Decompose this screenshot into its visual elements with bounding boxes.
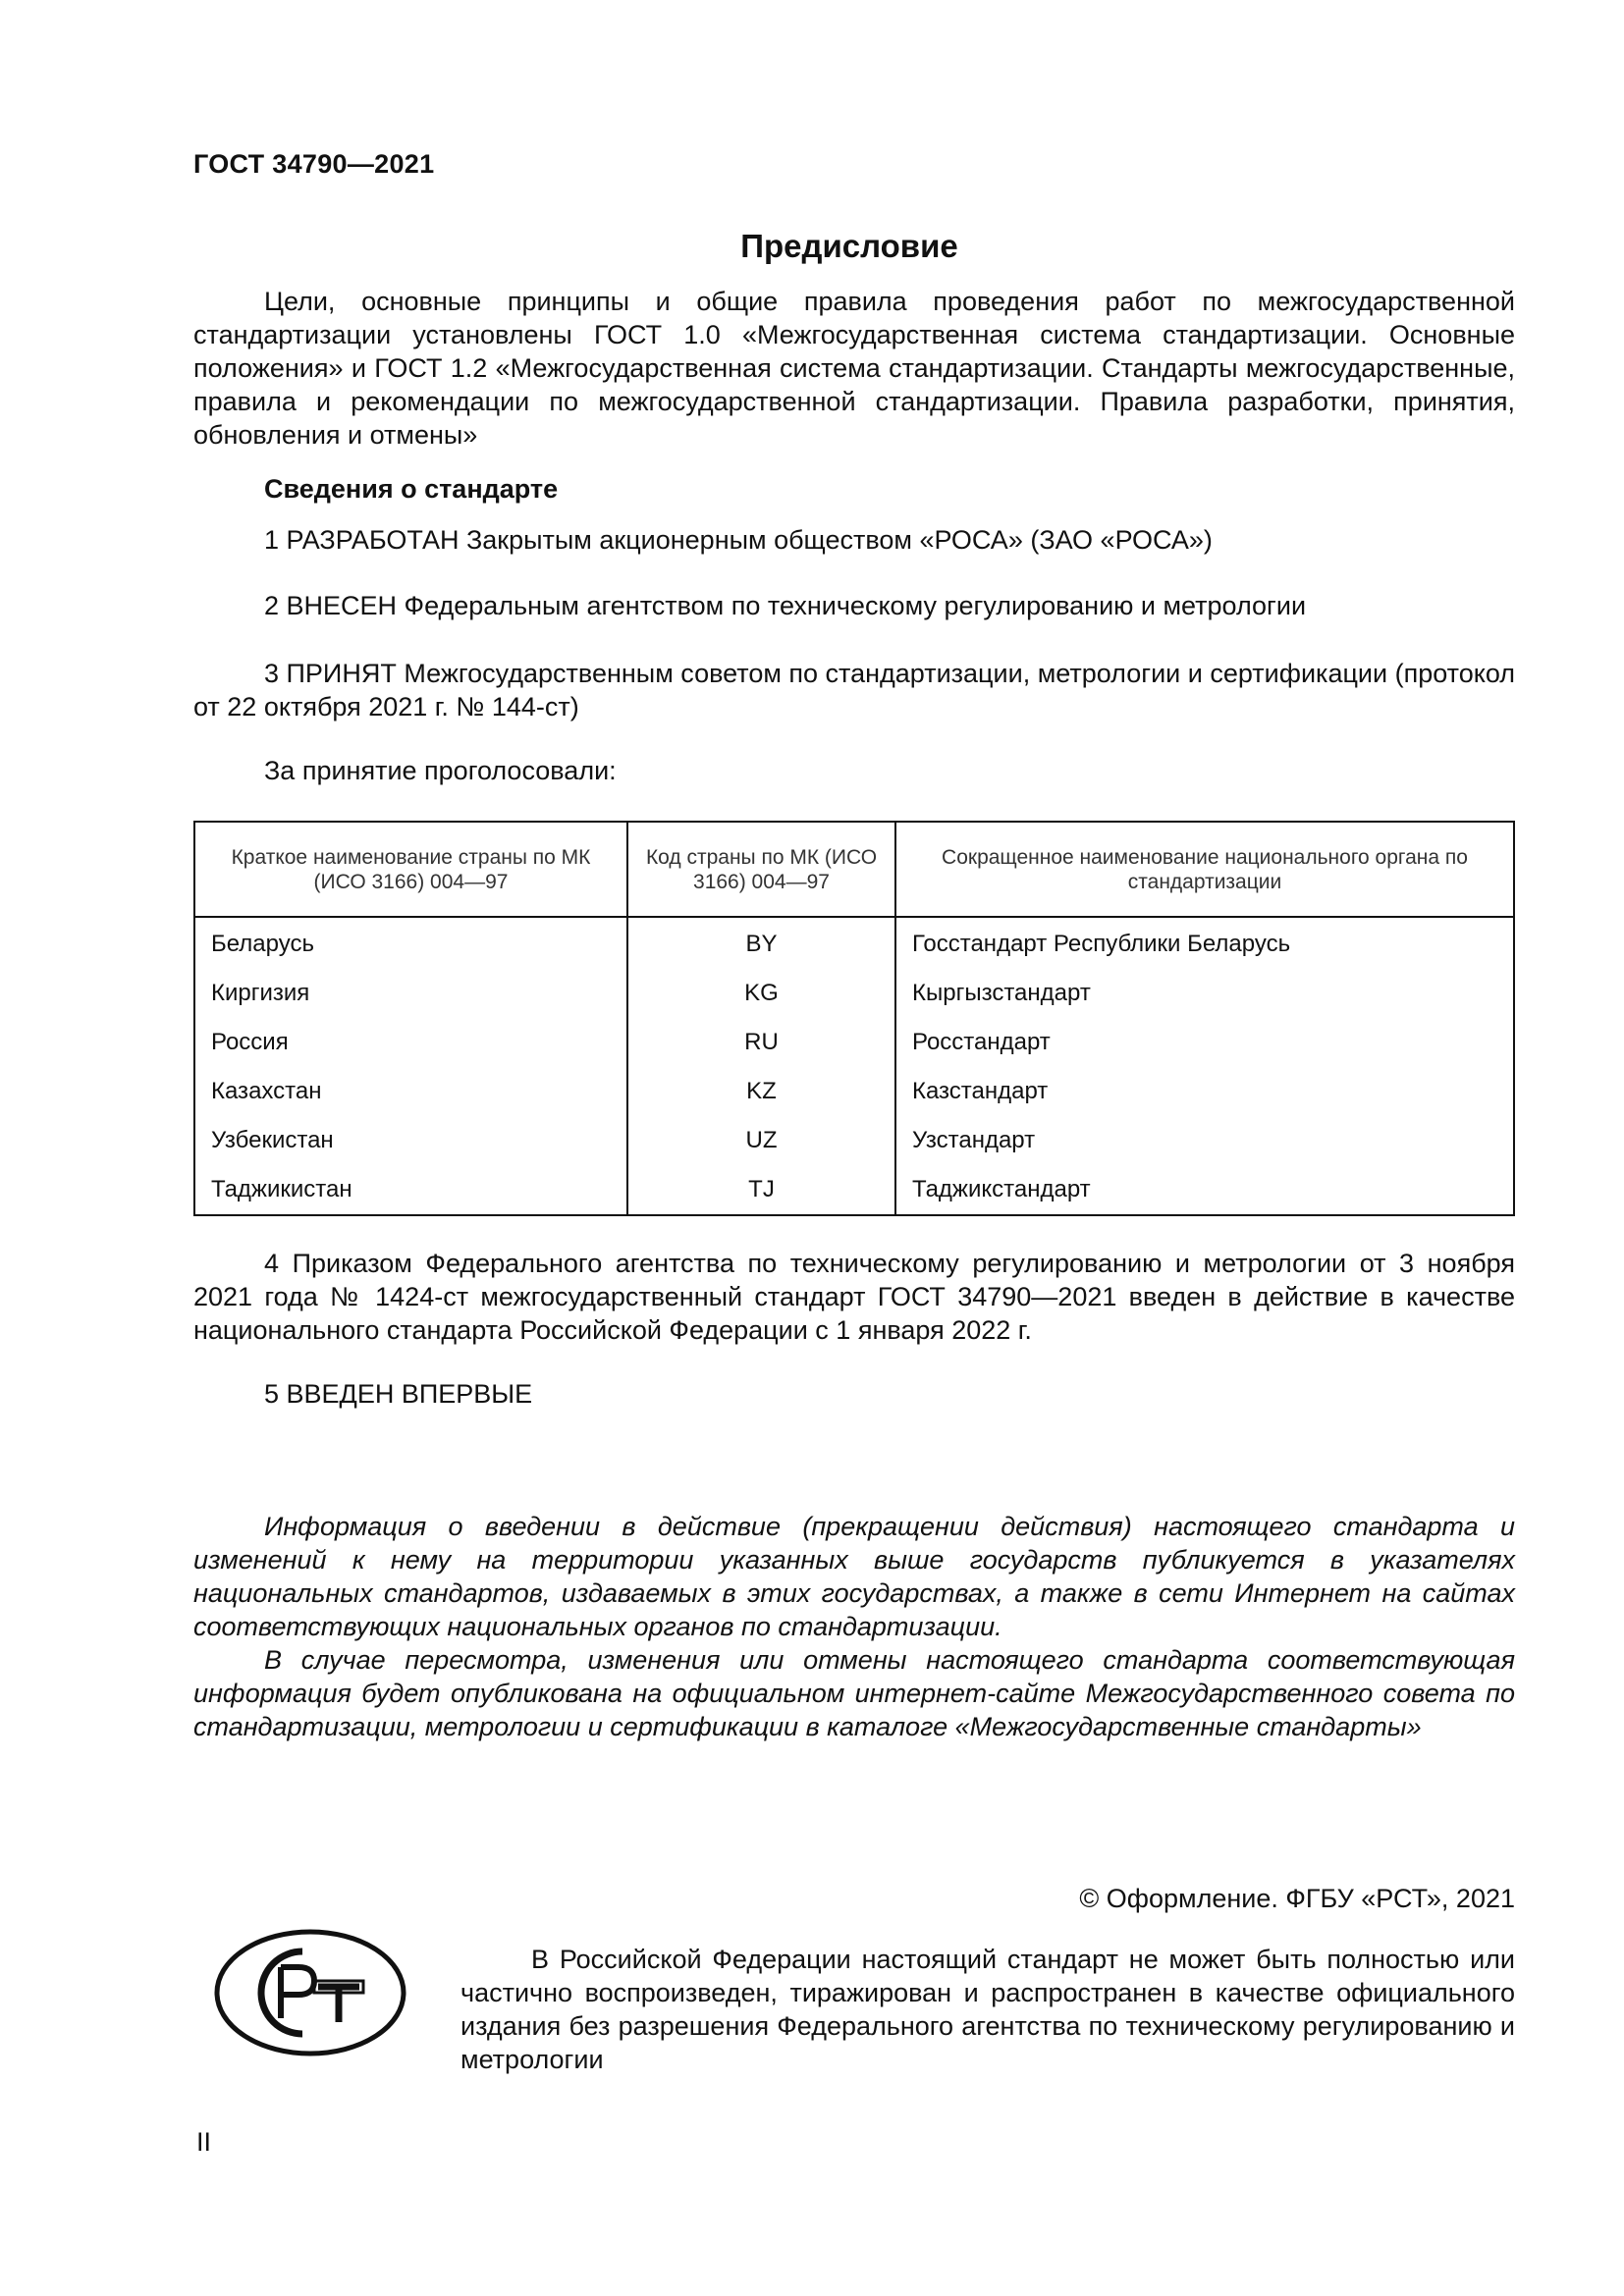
header-body: Сокращенное наименование национального органа по стандартизации — [895, 822, 1514, 917]
item-3: 3 ПРИНЯТ Межгосударственным советом по стандартизации, метрологии и сертификации (протокол от 22 октября 2021 г. № 144-ст) — [193, 659, 1516, 721]
item-2: 2 ВНЕСЕН Федеральным агентством по техническому регулированию и метрологии — [264, 591, 1307, 620]
table-header-row — [194, 822, 1514, 917]
voted-label: За принятие проголосовали: — [264, 756, 617, 785]
header-country: Краткое наименование страны по МК (ИСО 3166) 004—97 — [194, 822, 627, 917]
info-heading: Сведения о стандарте — [264, 474, 559, 504]
country-cell: Узбекистан — [194, 1116, 627, 1165]
document-id: ГОСТ 34790—2021 — [193, 149, 435, 179]
country-cell: Беларусь — [194, 917, 627, 969]
notice-revision: В случае пересмотра, изменения или отмены настоящего стандарта соответствующая информация будет опубликована на официальном интернет-сайте Межгосударственного совета по стандартизации, метрологии и сертификации в каталоге «Межгосударственные стандарты» — [193, 1645, 1515, 1741]
rst-logo — [212, 1924, 408, 2061]
code-cell: KZ — [627, 1067, 895, 1116]
country-cell: Казахстан — [194, 1067, 627, 1116]
item-4: 4 Приказом Федерального агентства по техническому регулированию и метрологии от 3 ноября 2021 года № 1424-ст межгосударственный стандарт ГОСТ 34790—2021 введен в действие в качестве национального стандарта Российской Федерации с 1 января 2022 г. — [193, 1249, 1515, 1345]
table-row — [194, 1116, 1514, 1165]
code-cell: UZ — [627, 1116, 895, 1165]
item-5: 5 ВВЕДЕН ВПЕРВЫЕ — [264, 1379, 533, 1409]
code-cell: KG — [627, 969, 895, 1018]
body-cell: Госстандарт Республики Беларусь — [895, 917, 1514, 969]
body-cell: Таджикстандарт — [895, 1165, 1514, 1215]
table-row — [194, 917, 1514, 969]
intro-paragraph: Цели, основные принципы и общие правила проведения работ по межгосударственной стандартизации установлены ГОСТ 1.0 «Межгосударственная система стандартизации. Основные положения» и ГОСТ 1.2 «Межгосударственная система стандартизации. Стандарты межгосударственные, правила и рекомендации по межгосударственной стандартизации. Правила разработки, принятия, обновления и отмены» — [193, 287, 1515, 450]
table-row — [194, 1165, 1514, 1215]
countries-table — [193, 821, 1515, 1216]
country-cell: Россия — [194, 1018, 627, 1067]
copyright: © Оформление. ФГБУ «РСТ», 2021 — [1079, 1884, 1515, 1913]
header-code: Код страны по МК (ИСО 3166) 004—97 — [627, 822, 895, 917]
page-title: Предисловие — [740, 228, 958, 264]
body-cell: Казстандарт — [895, 1067, 1514, 1116]
country-cell: Киргизия — [194, 969, 627, 1018]
code-cell: BY — [627, 917, 895, 969]
page-number: II — [196, 2127, 212, 2157]
body-cell: Узстандарт — [895, 1116, 1514, 1165]
notice-info: Информация о введении в действие (прекращении действия) настоящего стандарта и изменений к нему на территории указанных выше государств публикуется в указателях национальных стандартов, издаваемых в этих государствах, а также в сети Интернет на сайтах соответствующих национальных органов по стандартизации. — [193, 1512, 1515, 1641]
code-cell: TJ — [627, 1165, 895, 1215]
rights-notice: В Российской Федерации настоящий стандарт не может быть полностью или частично воспроизведен, тиражирован и распространен в качестве официального издания без разрешения Федерального агентства по техническому регулированию и метрологии — [460, 1945, 1515, 2074]
table-row — [194, 969, 1514, 1018]
country-cell: Таджикистан — [194, 1165, 627, 1215]
table-row — [194, 1018, 1514, 1067]
item-1: 1 РАЗРАБОТАН Закрытым акционерным обществом «РОСА» (ЗАО «РОСА») — [264, 525, 1213, 555]
code-cell: RU — [627, 1018, 895, 1067]
rst-logo-icon — [212, 1924, 408, 2061]
body-cell: Кыргызстандарт — [895, 969, 1514, 1018]
table-row — [194, 1067, 1514, 1116]
body-cell: Росстандарт — [895, 1018, 1514, 1067]
